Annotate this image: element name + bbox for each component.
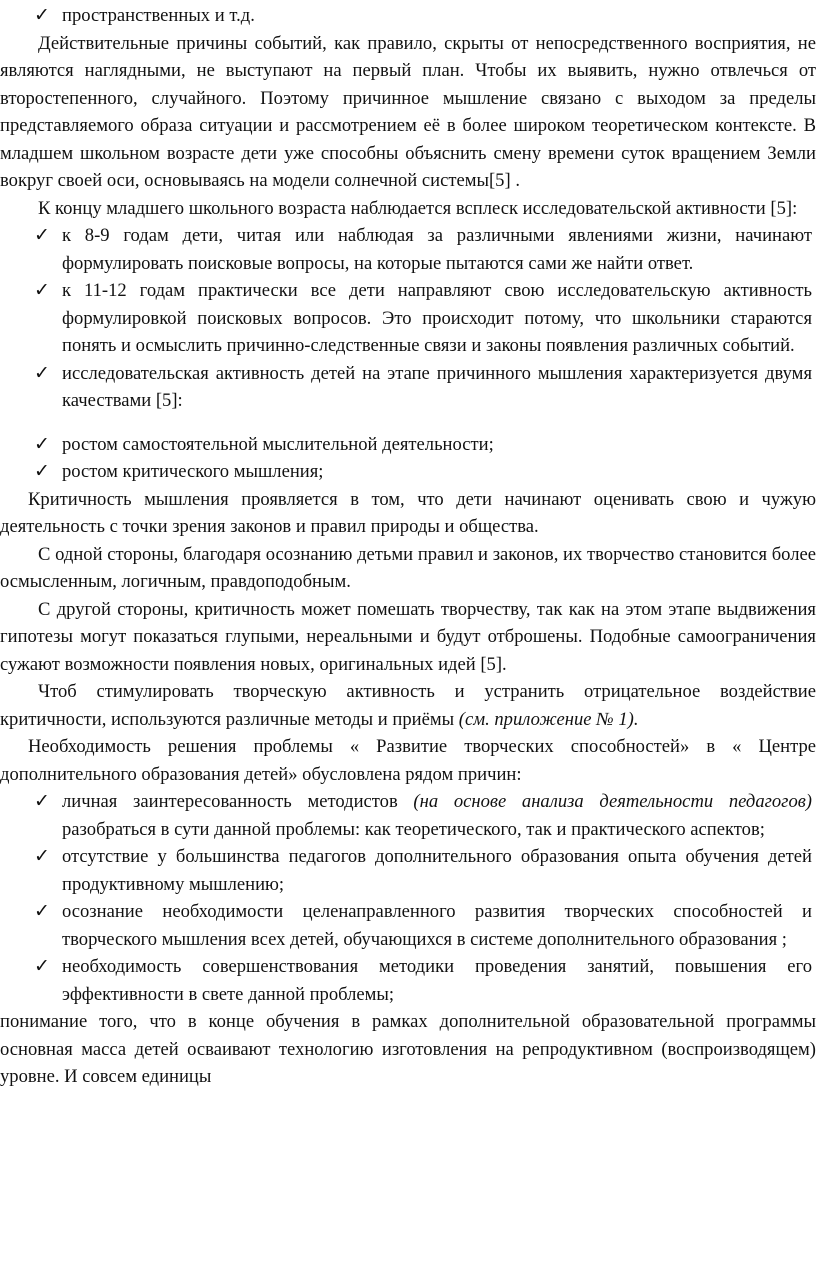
- checkmark-icon: ✓: [34, 955, 50, 977]
- list-item-text: исследовательская активность детей на этапе причинного мышления характеризуется двумя качествами [5]:: [62, 362, 812, 411]
- list-item-text: ростом критического мышления;: [62, 461, 324, 482]
- list-item: [0, 277, 816, 360]
- list-item: [0, 788, 816, 843]
- bullet-list-age-stages: [0, 222, 816, 415]
- list-item-text: к 8-9 годам дети, читая или наблюдая за различными явлениями жизни, начинают формулировать поисковые вопросы, на которые пытаются сами же найти ответ.: [62, 225, 812, 274]
- paragraph-methods-text: Чтоб стимулировать творческую активность и устранить отрицательное воздействие критичности, используются различные методы и приёмы: [0, 681, 816, 730]
- list-item: [0, 360, 816, 415]
- list-item: [0, 431, 816, 459]
- paragraph-research-activity: К концу младшего школьного возраста наблюдается всплеск исследовательской активности [5]:: [38, 197, 798, 219]
- list-item: [0, 898, 816, 953]
- paragraph-criticality: Критичность мышления проявляется в том, что дети начинают оценивать свою и чужую деятельность с точки зрения законов и правил природы и общества.: [0, 488, 816, 537]
- list-item: [0, 222, 816, 277]
- list-item-text: личная заинтересованность методистов: [62, 791, 414, 812]
- checkmark-icon: ✓: [34, 432, 50, 455]
- list-item-text: необходимость совершенствования методики проведения занятий, повышения его эффективности в свете данной проблемы;: [62, 956, 812, 1005]
- list-item-text: пространственных и т.д.: [62, 5, 255, 26]
- paragraph-understanding: понимание того, что в конце обучения в рамках дополнительной образовательной программы основная масса детей осваивают технологию изготовления на репродуктивном (воспроизводящем) уровне. И совсем единицы: [0, 1011, 816, 1087]
- list-item-italic: (на основе анализа деятельности педагогов): [413, 791, 812, 812]
- list-item: [0, 843, 816, 898]
- paragraph-causal-thinking: Действительные причины событий, как правило, скрыты от непосредственного восприятия, не являются наглядными, не выступают на первый план. Чтобы их выявить, нужно отвлечься от второстепенного, случайного. Поэтому причинное мышление связано с выходом за пределы представляемого образа ситуации и рассмотрением её в более широком теоретическом контексте. В младшем школьном возрасте дети уже способны объяснить смену времени суток вращением Земли вокруг своей оси, основываясь на модели солнечной системы[5] .: [0, 32, 816, 191]
- checkmark-icon: ✓: [34, 224, 50, 246]
- paragraph-one-side: С одной стороны, благодаря осознанию детьми правил и законов, их творчество становится более осмысленным, логичным, правдоподобным.: [0, 543, 816, 592]
- checkmark-icon: ✓: [34, 279, 50, 301]
- list-item-text: к 11-12 годам практически все дети направляют свою исследовательскую активность формулировкой поисковых вопросов. Это происходит потому, что школьники стараются понять и осмыслить причинно-следственные связи и законы появления различных событий.: [62, 280, 812, 356]
- list-item-text: ростом самостоятельной мыслительной деятельности;: [62, 433, 494, 455]
- list-item-text: отсутствие у большинства педагогов дополнительного образования опыта обучения детей продуктивному мышлению;: [62, 846, 812, 895]
- paragraph-methods: [0, 678, 816, 733]
- paragraph-other-side: С другой стороны, критичность может помешать творчеству, так как на этом этапе выдвижения гипотезы могут показаться глупыми, нереальными и будут отброшены. Подобные самоограничения сужают возможности появления новых, оригинальных идей [5].: [0, 598, 816, 675]
- checkmark-icon: ✓: [34, 4, 50, 26]
- checkmark-icon: ✓: [34, 900, 50, 922]
- bullet-list-top: [0, 2, 816, 30]
- document-page: [0, 2, 816, 1091]
- list-item-text: разобраться в сути данной проблемы: как теоретического, так и практического аспектов;: [62, 818, 765, 840]
- list-item: [0, 953, 816, 1008]
- spacer: [0, 415, 816, 431]
- bullet-list-qualities: [0, 431, 816, 486]
- appendix-reference: (см. приложение № 1).: [458, 708, 639, 730]
- bullet-list-reasons: [0, 788, 816, 1008]
- checkmark-icon: ✓: [34, 790, 50, 812]
- checkmark-icon: ✓: [34, 460, 50, 482]
- checkmark-icon: ✓: [34, 845, 50, 867]
- paragraph-necessity: Необходимость решения проблемы « Развитие творческих способностей» в « Центре дополнительного образования детей» обусловлена рядом причин:: [0, 736, 816, 785]
- checkmark-icon: ✓: [34, 361, 50, 384]
- list-item: [0, 2, 816, 30]
- list-item-text: осознание необходимости целенаправленного развития творческих способностей и творческого мышления всех детей, обучающихся в системе дополнительного образования ;: [62, 901, 812, 950]
- list-item: [0, 458, 816, 486]
